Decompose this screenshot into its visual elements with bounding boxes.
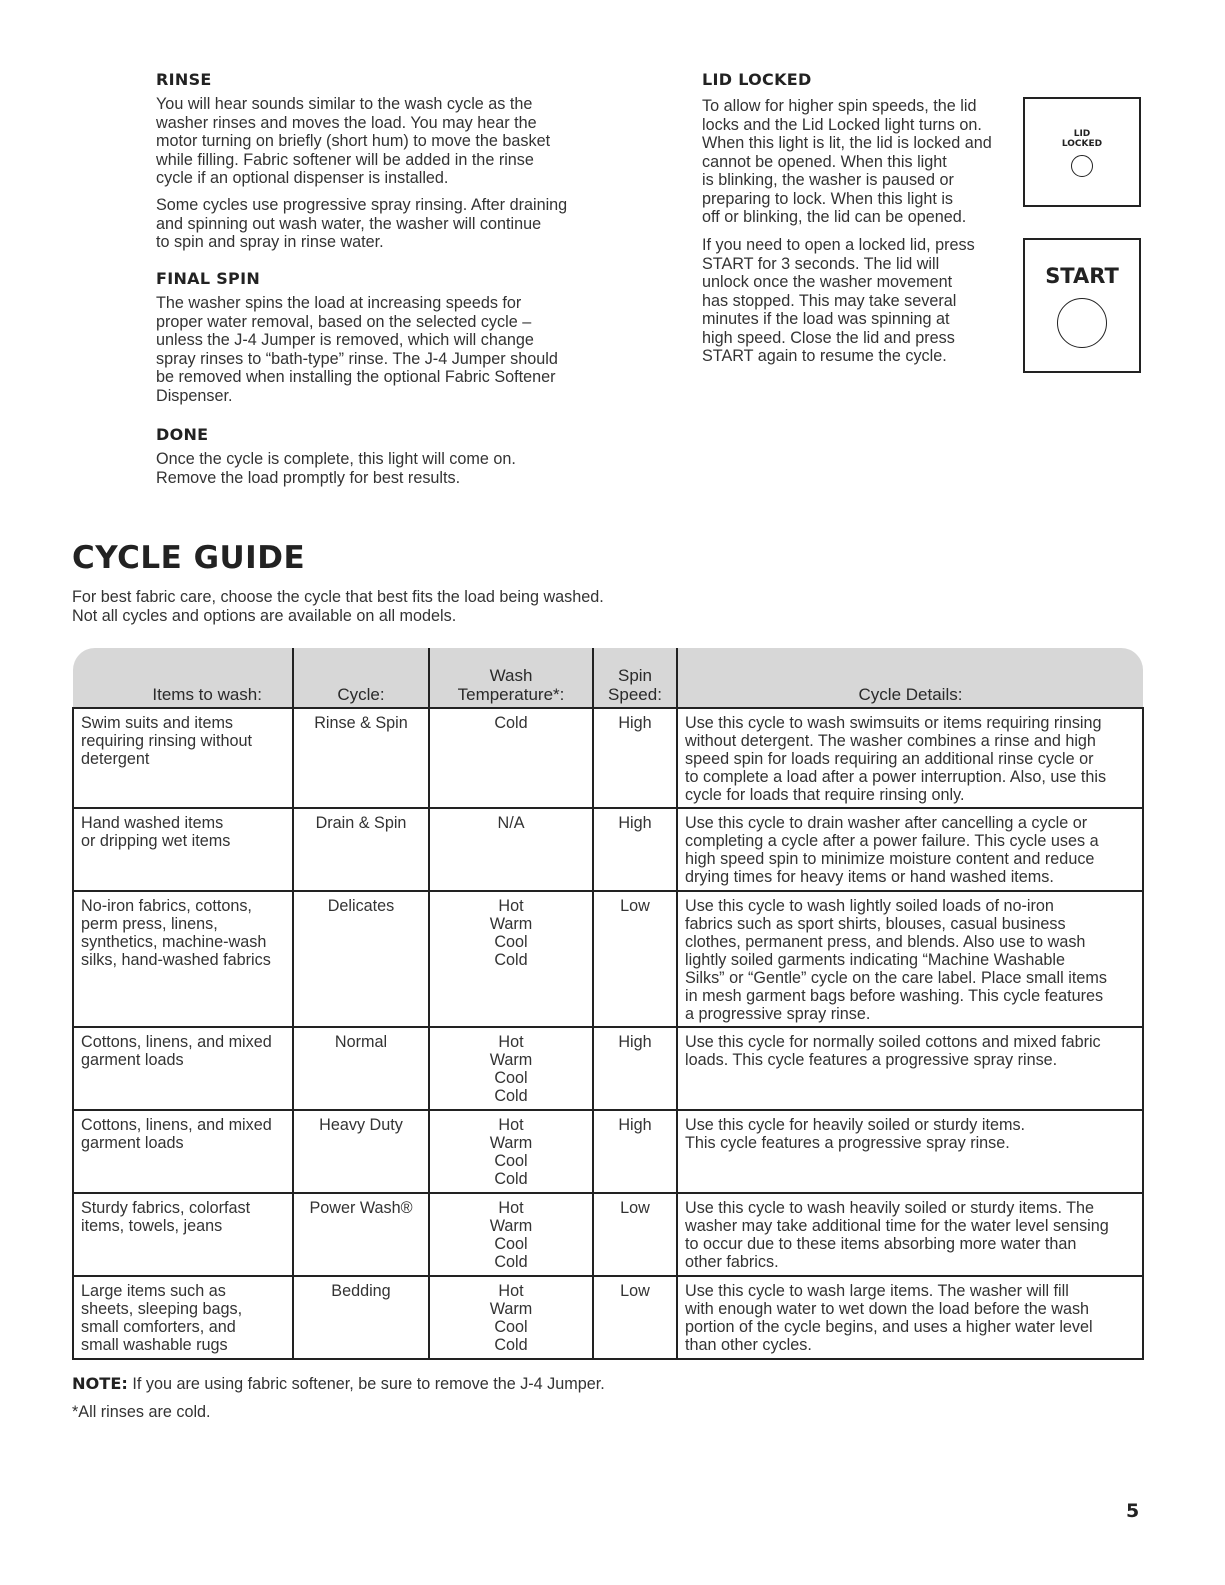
header-items-to-wash: Items to wash: <box>73 648 293 708</box>
footnote: *All rinses are cold. <box>72 1403 211 1421</box>
spin-cell: Low <box>593 1193 677 1276</box>
spin-cell: Low <box>593 891 677 1027</box>
cycle-guide-table <box>72 648 1144 1360</box>
items-cell: No-iron fabrics, cottons, perm press, linens, synthetics, machine-wash silks, hand-washed fabrics <box>73 891 293 1027</box>
lid-locked-paragraph-2: If you need to open a locked lid, press START for 3 seconds. The lid will unlock once the washer movement has stopped. This may take several minutes if the load was spinning at high speed. Close the lid and press START again to resume the cycle. <box>702 236 975 365</box>
rinse-paragraph-2: Some cycles use progressive spray rinsing. After draining and spinning out wash water, the washer will continue to spin and spray in rinse water. <box>156 196 568 251</box>
rinse-heading: RINSE <box>156 70 212 89</box>
temperature-cell: Hot Warm Cool Cold <box>429 1110 593 1193</box>
table-row <box>73 1027 1143 1110</box>
cycle-cell: Rinse & Spin <box>293 708 429 808</box>
lid-locked-light-icon <box>1071 155 1093 177</box>
details-cell: Use this cycle to wash swimsuits or items requiring rinsing without detergent. The washer combines a rinse and high speed spin for loads requiring an additional rinse cycle or to complete a load after a power interruption. Also, use this cycle for loads that require rinsing only. <box>677 708 1143 808</box>
final-spin-heading: FINAL SPIN <box>156 269 261 288</box>
spin-cell: High <box>593 808 677 891</box>
locked-label: LOCKED <box>1061 139 1103 149</box>
lid-label: LID <box>1073 129 1091 139</box>
temperature-cell: Hot Warm Cool Cold <box>429 891 593 1027</box>
cycle-cell: Heavy Duty <box>293 1110 429 1193</box>
lid-locked-heading: LID LOCKED <box>702 70 812 89</box>
note-text: If you are using fabric softener, be sure to remove the J-4 Jumper. <box>127 1375 605 1393</box>
done-paragraph: Once the cycle is complete, this light will come on. Remove the load promptly for best results. <box>156 450 516 487</box>
spin-cell: Low <box>593 1276 677 1359</box>
start-button-illustration <box>1023 238 1141 373</box>
details-cell: Use this cycle for heavily soiled or sturdy items. This cycle features a progressive spray rinse. <box>677 1110 1143 1193</box>
rinse-paragraph-1: You will hear sounds similar to the wash cycle as the washer rinses and moves the load. You may hear the motor turning on briefly (short hum) to move the basket while filling. Fabric softener will be added in the rinse cycle if an optional dispenser is installed. <box>156 95 551 187</box>
table-row <box>73 891 1143 1027</box>
details-cell: Use this cycle to drain washer after cancelling a cycle or completing a cycle after a power failure. This cycle uses a high speed spin to minimize moisture content and reduce drying times for heavy items or hand washed items. <box>677 808 1143 891</box>
lid-locked-indicator <box>1023 97 1141 207</box>
table-row <box>73 1276 1143 1359</box>
start-label: START <box>1045 264 1119 288</box>
items-cell: Swim suits and items requiring rinsing without detergent <box>73 708 293 808</box>
table-header-row <box>73 648 1143 708</box>
details-cell: Use this cycle to wash heavily soiled or sturdy items. The washer may take additional time for the water level sensing to occur due to these items absorbing more water than other fabrics. <box>677 1193 1143 1276</box>
final-spin-paragraph: The washer spins the load at increasing speeds for proper water removal, based on the selected cycle – unless the J-4 Jumper is removed, which will change spray rinses to “bath-type” rinse. The J-4 Jumper should be removed when installing the optional Fabric Softener Dispenser. <box>156 294 558 405</box>
spin-cell: High <box>593 708 677 808</box>
items-cell: Cottons, linens, and mixed garment loads <box>73 1110 293 1193</box>
cycle-cell: Power Wash® <box>293 1193 429 1276</box>
header-cycle-details: Cycle Details: <box>677 648 1143 708</box>
cycle-cell: Drain & Spin <box>293 808 429 891</box>
spin-cell: High <box>593 1110 677 1193</box>
items-cell: Large items such as sheets, sleeping bags, small comforters, and small washable rugs <box>73 1276 293 1359</box>
spin-cell: High <box>593 1027 677 1110</box>
cycle-guide-title: CYCLE GUIDE <box>72 540 306 576</box>
cycle-cell: Normal <box>293 1027 429 1110</box>
details-cell: Use this cycle to wash large items. The washer will fill with enough water to wet down the load before the wash portion of the cycle begins, and uses a higher water level than other cycles. <box>677 1276 1143 1359</box>
temperature-cell: Hot Warm Cool Cold <box>429 1276 593 1359</box>
cycle-guide-intro: For best fabric care, choose the cycle that best fits the load being washed. Not all cycles and options are available on all models. <box>72 588 604 625</box>
note-line <box>72 1374 605 1394</box>
start-button-circle-icon <box>1057 298 1107 348</box>
cycle-cell: Delicates <box>293 891 429 1027</box>
temperature-cell: Hot Warm Cool Cold <box>429 1027 593 1110</box>
table-row <box>73 1193 1143 1276</box>
cycle-cell: Bedding <box>293 1276 429 1359</box>
table-row <box>73 1110 1143 1193</box>
table-row <box>73 808 1143 891</box>
header-spin-speed: Spin Speed: <box>593 648 677 708</box>
table-row <box>73 708 1143 808</box>
done-heading: DONE <box>156 425 209 444</box>
temperature-cell: N/A <box>429 808 593 891</box>
details-cell: Use this cycle to wash lightly soiled loads of no-iron fabrics such as sport shirts, blouses, casual business clothes, permanent press, and blends. Also use to wash lightly soiled garments indicating “Machine Washable Silks” or “Gentle” cycle on the care label. Place small items in mesh garment bags before washing. This cycle features a progressive spray rinse. <box>677 891 1143 1027</box>
header-cycle: Cycle: <box>293 648 429 708</box>
items-cell: Sturdy fabrics, colorfast items, towels, jeans <box>73 1193 293 1276</box>
items-cell: Hand washed items or dripping wet items <box>73 808 293 891</box>
temperature-cell: Hot Warm Cool Cold <box>429 1193 593 1276</box>
lid-locked-paragraph-1: To allow for higher spin speeds, the lid locks and the Lid Locked light turns on. When this light is lit, the lid is locked and cannot be opened. When this light is blinking, the washer is paused or preparing to lock. When this light is off or blinking, the lid can be opened. <box>702 97 992 226</box>
items-cell: Cottons, linens, and mixed garment loads <box>73 1027 293 1110</box>
header-wash-temperature: Wash Temperature*: <box>429 648 593 708</box>
page-number: 5 <box>1126 1500 1140 1522</box>
details-cell: Use this cycle for normally soiled cottons and mixed fabric loads. This cycle features a progressive spray rinse. <box>677 1027 1143 1110</box>
temperature-cell: Cold <box>429 708 593 808</box>
note-label: NOTE: <box>72 1374 128 1393</box>
